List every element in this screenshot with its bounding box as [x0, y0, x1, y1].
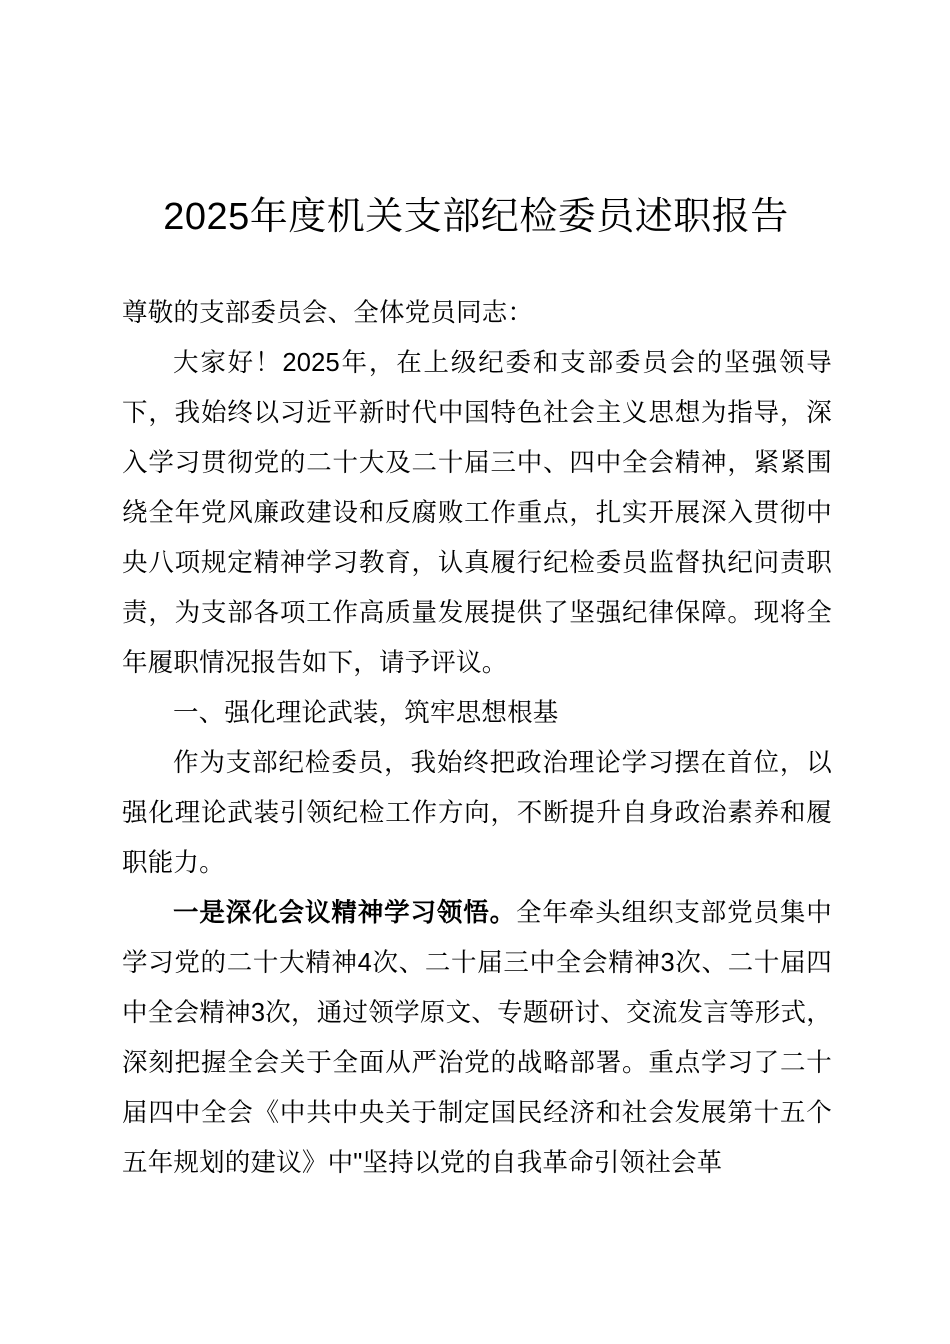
- paragraph-opening: 大家好！2025年，在上级纪委和支部委员会的坚强领导下，我始终以习近平新时代中国特色社会主义思想为指导，深入学习贯彻党的二十大及二十届三中、四中全会精神，紧紧围绕全年党风廉政建设和反腐败工作重点，扎实开展深入贯彻中央八项规定精神学习教育，认真履行纪检委员监督执纪问责职责，为支部各项工作高质量发展提供了坚强纪律保障。现将全年履职情况报告如下，请予评议。: [122, 349, 832, 677]
- paragraph-salutation: 尊敬的支部委员会、全体党员同志：: [122, 299, 534, 327]
- paragraph-section-1-intro: 作为支部纪检委员，我始终把政治理论学习摆在首位，以强化理论武装引领纪检工作方向，不断提升自身政治素养和履职能力。: [122, 749, 832, 877]
- document-body: [122, 288, 832, 1188]
- paragraph-point-one: [122, 888, 832, 1188]
- point-one-lead-label: 一是深化会议精神学习领悟。: [173, 899, 517, 927]
- section-heading-1: 一、强化理论武装，筑牢思想根基: [173, 699, 559, 727]
- point-one-body-text: 全年牵头组织支部党员集中学习党的二十大精神4次、二十届三中全会精神3次、二十届四中全会精神3次，通过领学原文、专题研讨、交流发言等形式，深刻把握全会关于全面从严治党的战略部署。重点学习了二十届四中全会《中共中央关于制定国民经济和社会发展第十五个五年规划的建议》中"坚持以党的自我革命引领社会革: [122, 899, 832, 1177]
- page-title: 2025年度机关支部纪检委员述职报告: [163, 196, 789, 239]
